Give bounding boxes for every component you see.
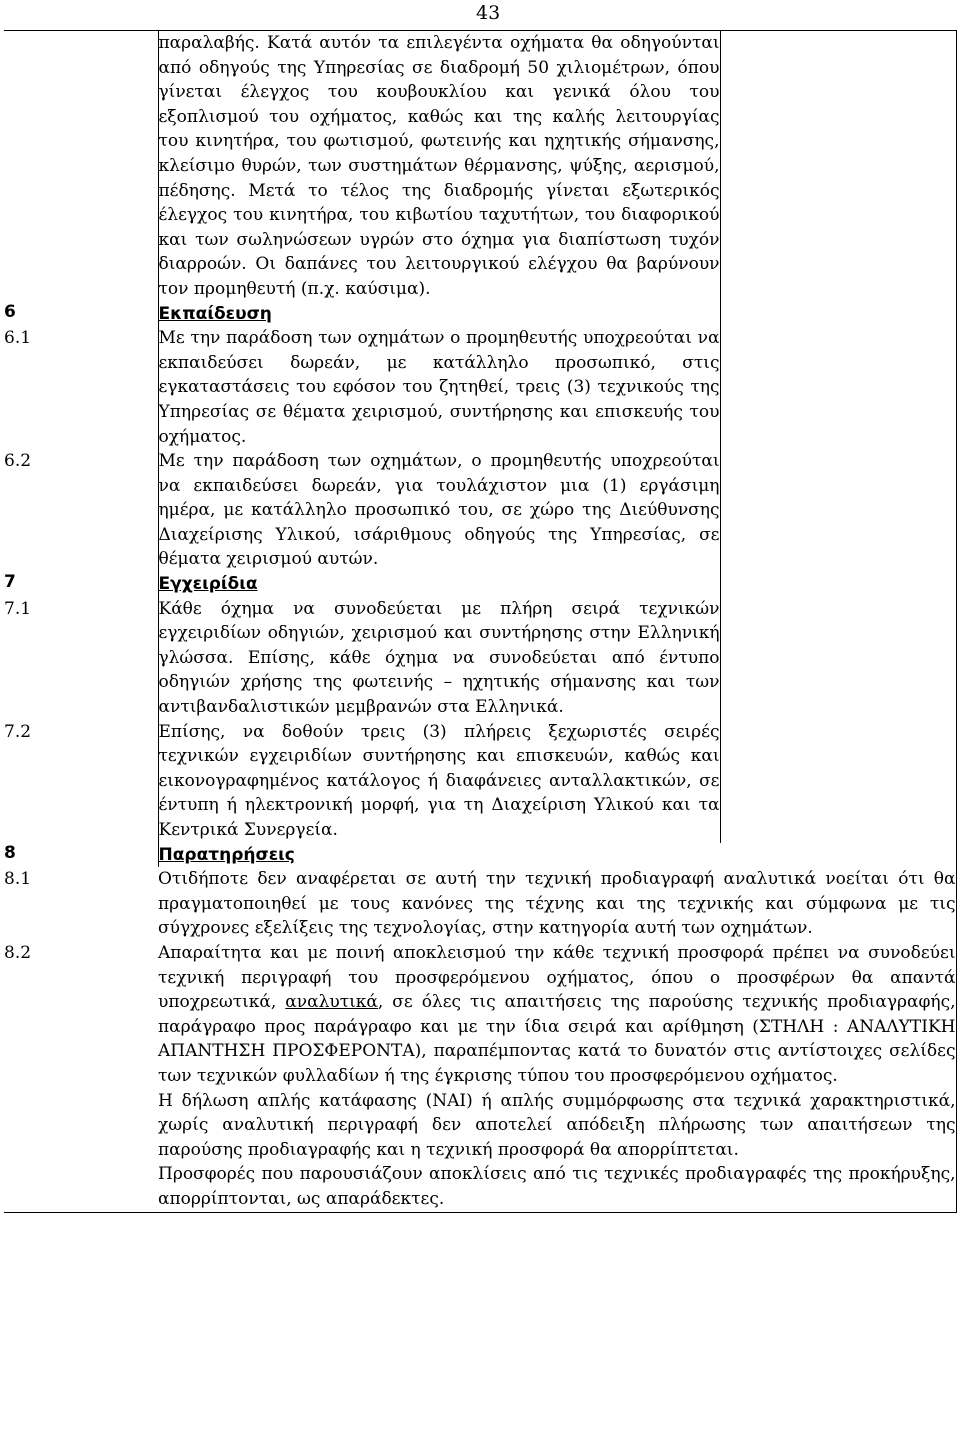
page-number: 43 — [476, 2, 501, 24]
answer-cell — [720, 572, 956, 597]
underlined-text: αναλυτικά — [285, 992, 378, 1013]
row-number: 6.1 — [4, 328, 32, 349]
section-row — [4, 572, 956, 597]
row-text: Οτιδήποτε δεν αναφέρεται σε αυτή την τεχνική προδιαγραφή αναλυτικά νοείται ότι θα πραγματοποιηθεί με τους κανόνες της τέχνης και της τεχνικής και σύμφωνα με τις σύγχρονες εξελίξεις της τεχνολογίας, στην κατηγορία αυτή των οχημάτων. — [158, 867, 956, 941]
row-text: Επίσης, να δοθούν τρεις (3) πλήρεις ξεχωριστές σειρές τεχνικών εγχειριδίων συντήρησης και επισκευών, καθώς και εικονογραφημένος κατάλογος ή διαφάνειες ανταλλακτικών, σε έντυπη ή ηλεκτρονική μορφή, για τη Διαχείριση Υλικού και τα Κεντρικά Συνεργεία. — [158, 720, 720, 843]
row-text: Κάθε όχημα να συνοδεύεται με πλήρη σειρά τεχνικών εγχειριδίων οδηγιών, χειρισμού και συντήρησης στην Ελληνική γλώσσα. Επίσης, κάθε όχημα να συνοδεύεται από έντυπο οδηγιών χρήσης της φωτεινής – ηχητικής σήμανσης και των αντιβανδαλιστικών μεμβρανών στα Ελληνικά. — [158, 597, 720, 720]
section-number: 8 — [4, 842, 16, 863]
answer-cell — [720, 597, 956, 720]
specification-table — [4, 30, 957, 1213]
paragraph: Προσφορές που παρουσιάζουν αποκλίσεις από τις τεχνικές προδιαγραφές της προκήρυξης, απορρίπτονται, ως απαράδεκτες. — [158, 1164, 956, 1209]
paragraph: Η δήλωση απλής κατάφασης (ΝΑΙ) ή απλής συμμόρφωσης στα τεχνικά χαρακτηριστικά, χωρίς αναλυτική περιγραφή δεν αποτελεί απόδειξη πλήρωσης των απαιτήσεων της παρούσης προδιαγραφής και η τεχνική προσφορά θα απορρίπτεται. — [158, 1090, 956, 1160]
section-title: Εκπαίδευση — [158, 302, 720, 327]
section-title: Εγχειρίδια — [158, 572, 720, 597]
row-number: 6.2 — [4, 451, 32, 472]
row-number: 7.2 — [4, 721, 32, 742]
section-row — [4, 302, 956, 327]
answer-cell — [720, 449, 956, 572]
row-text: Με την παράδοση των οχημάτων, ο προμηθευτής υποχρεούται να εκπαιδεύσει δωρεάν, για τουλάχιστον μια (1) εργάσιμη ημέρα, με κατάλληλο προσωπικό του, σε χώρο της Διεύθυνσης Διαχείρισης Υλικού, ισάριθμους οδηγούς της Υπηρεσίας, σε θέματα χειρισμού αυτών. — [158, 449, 720, 572]
answer-cell — [720, 720, 956, 843]
text-segment: , σε όλες τις απαιτήσεις της παρούσης τεχνικής προδιαγραφής, παράγραφο προς παράγραφο και με την ίδια σειρά και αρίθμηση (ΣΤΗΛΗ : ΑΝΑΛΥΤΙΚΗ ΑΠΑΝΤΗΣΗ ΠΡΟΣΦΕΡΟΝΤΑ), παραπέμποντας κατά το δυνατόν στις αντίστοιχες σελίδες των τεχνικών φυλλαδίων ή της έγκρισης τύπου του προσφερόμενου οχήματος. — [158, 992, 956, 1086]
table-row — [4, 326, 956, 449]
paragraph — [158, 941, 956, 1089]
table-row — [4, 720, 956, 843]
row-text: Με την παράδοση των οχημάτων ο προμηθευτής υποχρεούται να εκπαιδεύσει δωρεάν, με κατάλληλο προσωπικό, στις εγκαταστάσεις του εφόσον του ζητηθεί, τρεις (3) τεχνικούς της Υπηρεσίας σε θέματα χειρισμού, συντήρησης και επισκευής του οχήματος. — [158, 326, 720, 449]
row-text: παραλαβής. Κατά αυτόν τα επιλεγέντα οχήματα θα οδηγούνται από οδηγούς της Υπηρεσίας σε διαδρομή 50 χιλιομέτρων, όπου γίνεται έλεγχος του κουβουκλίου και γενικά όλου του εξοπλισμού του οχήματος, καθώς και της καλής λειτουργίας του κινητήρα, του φωτισμού, φωτεινής και ηχητικής σήμανσης, κλείσιμο θυρών, των συστημάτων θέρμανσης, ψύξης, αερισμού, πέδησης. Μετά το τέλος της διαδρομής γίνεται εξωτερικός έλεγχος του κινητήρα, του κιβωτίου ταχυτήτων, του διαφορικού και των σωληνώσεων υγρών στο όχημα για διαπίστωση τυχόν διαρροών. Οι δαπάνες του λειτουργικού ελέγχου θα βαρύνουν τον προμηθευτή (π.χ. καύσιμα). — [158, 31, 720, 302]
section-title: Παρατηρήσεις — [158, 843, 720, 868]
table-row — [4, 449, 956, 572]
answer-cell — [720, 302, 956, 327]
row-number: 8.1 — [4, 869, 32, 890]
table-row — [4, 867, 956, 941]
table-row — [4, 597, 956, 720]
answer-cell — [720, 31, 956, 302]
table-row — [4, 31, 956, 302]
row-number: 7.1 — [4, 598, 32, 619]
row-text — [158, 941, 956, 1212]
answer-cell — [720, 326, 956, 449]
row-number: 8.2 — [4, 941, 158, 1212]
answer-cell — [720, 843, 956, 868]
section-row — [4, 843, 956, 868]
section-number: 7 — [4, 572, 16, 593]
table-row — [4, 941, 956, 1212]
text-segment: Απαραίτητα και με ποινή αποκλεισμού την κάθε τεχνική προσφορά πρέπει να συνοδεύει τεχνική περιγραφή του προσφερόμενου οχήματος, όπου ο προσφέρων θα απαντά υποχρεωτικά, — [158, 942, 956, 1013]
section-number: 6 — [4, 301, 16, 322]
row-number — [4, 31, 158, 302]
